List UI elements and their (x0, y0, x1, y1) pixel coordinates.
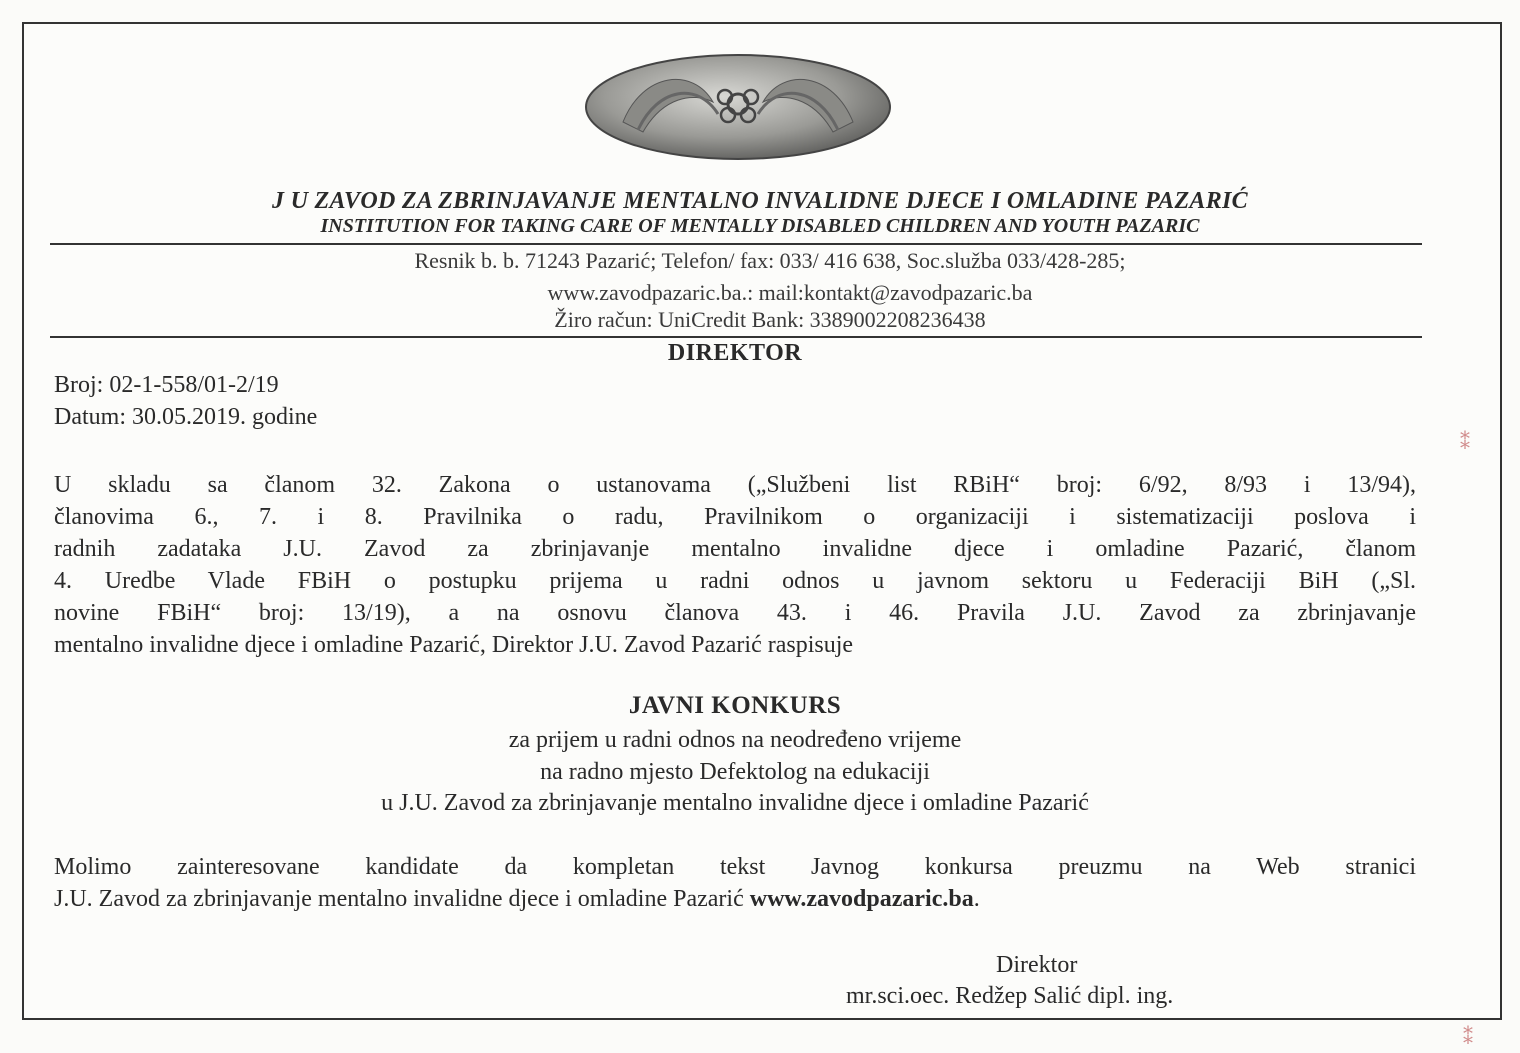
website-link[interactable]: www.zavodpazaric.ba (749, 886, 974, 912)
konkurs-line: za prijem u radni odnos na neodređeno vrijeme (508, 727, 962, 753)
konkurs-line: na radno mjesto Defektolog na edukaciji (540, 759, 930, 785)
closing-line: Molimo zainteresovane kandidate da kompletan tekst Javnog konkursa preuzmu na Web stranici (54, 854, 1416, 880)
header-divider-bottom (50, 336, 1422, 338)
document-heading: DIREKTOR (667, 340, 803, 366)
signature-name: mr.sci.oec. Redžep Salić dipl. ing. (846, 983, 1174, 1009)
institution-title-bs: J U ZAVOD ZA ZBRINJAVANJE MENTALNO INVALIDNE DJECE I OMLADINE PAZARIĆ (272, 188, 1248, 214)
header-divider-top (50, 243, 1422, 245)
closing-period: . (973, 886, 980, 912)
konkurs-title: JAVNI KONKURS (628, 692, 842, 719)
scan-mark: ⁑ (1463, 1027, 1473, 1049)
document-number: Broj: 02-1-558/01-2/19 (54, 372, 279, 398)
intro-line: mentalno invalidne djece i omladine Pazarić, Direktor J.U. Zavod Pazarić raspisuje (54, 632, 854, 658)
institution-logo (583, 52, 893, 162)
intro-line: članovima 6., 7. i 8. Pravilnika o radu, Pravilnikom o organizaciji i sistematizaciji poslova i (54, 504, 1416, 530)
institution-title-en: INSTITUTION FOR TAKING CARE OF MENTALLY DISABLED CHILDREN AND YOUTH PAZARIC (320, 215, 1200, 237)
intro-paragraph (54, 469, 1416, 661)
closing-text: J.U. Zavod za zbrinjavanje mentalno invalidne djece i omladine Pazarić (54, 886, 750, 912)
intro-line: U skladu sa članom 32. Zakona o ustanovama („Službeni list RBiH“ broj: 6/92, 8/93 i 13/94), (54, 472, 1416, 498)
contact-address-phone: Resnik b. b. 71243 Pazarić; Telefon/ fax: 033/ 416 638, Soc.služba 033/428-285; (414, 248, 1126, 273)
closing-paragraph (54, 851, 1416, 915)
signature-title: Direktor (996, 952, 1078, 978)
intro-line: 4. Uredbe Vlade FBiH o postupku prijema u radni odnos u javnom sektoru u Federaciji BiH („Sl. (54, 568, 1416, 594)
contact-web-mail: www.zavodpazaric.ba.: mail:kontakt@zavodpazaric.ba (547, 280, 1033, 305)
intro-line: novine FBiH“ broj: 13/19), a na osnovu članova 43. i 46. Pravila J.U. Zavod za zbrinjavanje (54, 600, 1416, 626)
intro-line: radnih zadataka J.U. Zavod za zbrinjavanje mentalno invalidne djece i omladine Pazarić, članom (54, 536, 1416, 562)
konkurs-line: u J.U. Zavod za zbrinjavanje mentalno invalidne djece i omladine Pazarić (381, 790, 1089, 816)
closing-line (54, 883, 1416, 915)
document-date: Datum: 30.05.2019. godine (54, 404, 318, 430)
scan-mark: ⁑ (1460, 432, 1470, 454)
contact-bank-account: Žiro račun: UniCredit Bank: 3389002208236438 (554, 307, 986, 332)
